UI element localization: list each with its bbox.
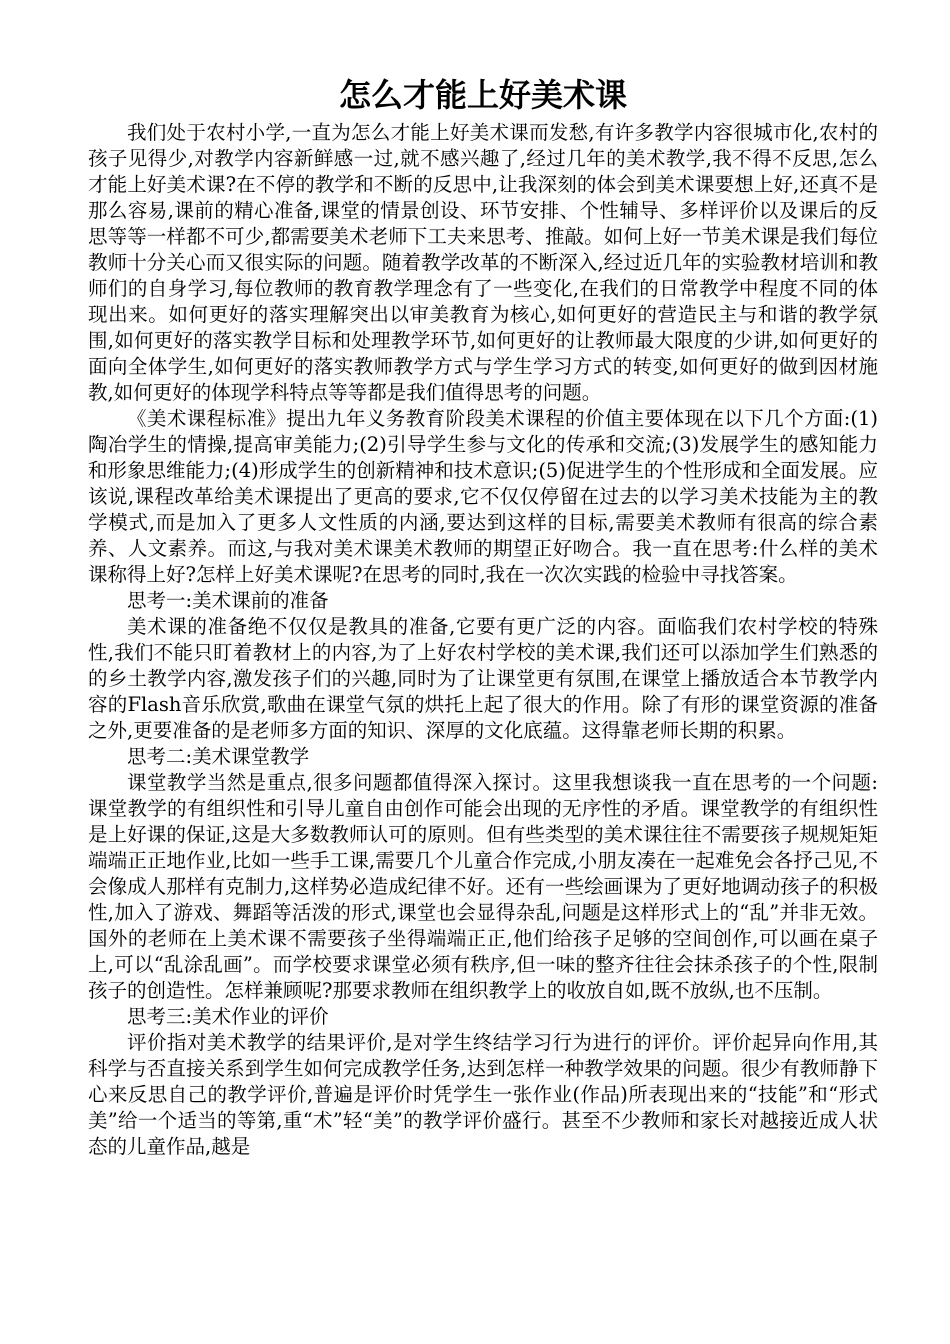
document-body (88, 120, 878, 1160)
paragraph-classroom: 课堂教学当然是重点,很多问题都值得深入探讨。这里我想谈我一直在思考的一个问题:课堂教学的有组织性和引导儿童自由创作可能会出现的无序性的矛盾。课堂教学的有组织性是上好课的保证,这是大多数教师认可的原则。但有些类型的美术课往往不需要孩子规规矩矩端端正正地作业,比如一些手工课,需要几个儿童合作完成,小朋友凑在一起难免会各抒己见,不会像成人那样有克制力,这样势必造成纪律不好。还有一些绘画课为了更好地调动孩子的积极性,加入了游戏、舞蹈等活泼的形式,课堂也会显得杂乱,问题是这样形式上的“乱”并非无效。国外的老师在上美术课不需要孩子坐得端端正正,他们给孩子足够的空间创作,可以画在桌子上,可以“乱涂乱画”。而学校要求课堂必须有秩序,但一味的整齐往往会抹杀孩子的个性,限制孩子的创造性。怎样兼顾呢?那要求教师在组织教学上的收放自如,既不放纵,也不压制。 (88, 771, 878, 1002)
paragraph-intro: 我们处于农村小学,一直为怎么才能上好美术课而发愁,有许多教学内容很城市化,农村的孩子见得少,对教学内容新鲜感一过,就不感兴趣了,经过几年的美术教学,我不得不反思,怎么才能上好美术课?在不停的教学和不断的反思中,让我深刻的体会到美术课要想上好,还真不是那么容易,课前的精心准备,课堂的情景创设、环节安排、个性辅导、多样评价以及课后的反思等等一样都不可少,都需要美术老师下工夫来思考、推敲。如何上好一节美术课是我们每位教师十分关心而又很实际的问题。随着教学改革的不断深入,经过近几年的实验教材培训和教师们的自身学习,每位教师的教育教学理念有了一些变化,在我们的日常教学中程度不同的体现出来。如何更好的落实理解突出以审美教育为核心,如何更好的营造民主与和谐的教学氛围,如何更好的落实教学目标和处理教学环节,如何更好的让教师最大限度的少讲,如何更好的面向全体学生,如何更好的落实教师教学方式与学生学习方式的转变,如何更好的做到因材施教,如何更好的体现学科特点等等都是我们值得思考的问题。 (88, 121, 878, 404)
section-heading-evaluation: 思考三:美术作业的评价 (127, 1005, 329, 1028)
paragraph-evaluation: 评价指对美术教学的结果评价,是对学生终结学习行为进行的评价。评价起异向作用,其科学与否直接关系到学生如何完成教学任务,达到怎样一种教学效果的问题。很少有教师静下心来反思自己的教学评价,普遍是评价时凭学生一张作业(作品)所表现出来的“技能”和“形式美”给一个适当的等第,重“术”轻“美”的教学评价盛行。甚至不少教师和家长对越接近成人状态的儿童作品,越是 (88, 1031, 878, 1158)
section-heading-classroom: 思考二:美术课堂教学 (127, 745, 310, 768)
paragraph-preparation: 美术课的准备绝不仅仅是教具的准备,它要有更广泛的内容。面临我们农村学校的特殊性,我们不能只盯着教材上的内容,为了上好农村学校的美术课,我们还可以添加学生们熟悉的的乡土教学内容,激发孩子们的兴趣,同时为了让课堂更有氛围,在课堂上播放适合本节教学内容的Flash音乐欣赏,歌曲在课堂气氛的烘托上起了很大的作用。除了有形的课堂资源的准备之外,更要准备的是老师多方面的知识、深厚的文化底蕴。这得靠老师长期的积累。 (88, 615, 878, 742)
section-heading-preparation: 思考一:美术课前的准备 (127, 589, 329, 612)
page-title: 怎么才能上好美术课 (338, 76, 627, 114)
paragraph-curriculum-standard: 《美术课程标准》提出九年义务教育阶段美术课程的价值主要体现在以下几个方面:(1)陶冶学生的情操,提高审美能力;(2)引导学生参与文化的传承和交流;(3)发展学生的感知能力和形象思维能力;(4)形成学生的创新精神和技术意识;(5)促进学生的个性形成和全面发展。应该说,课程改革给美术课提出了更高的要求,它不仅仅停留在过去的以学习美术技能为主的教学模式,而是加入了更多人文性质的内涵,要达到这样的目标,需要美术教师有很高的综合素养、人文素养。而这,与我对美术课美术教师的期望正好吻合。我一直在思考:什么样的美术课称得上好?怎样上好美术课呢?在思考的同时,我在一次次实践的检验中寻找答案。 (88, 407, 878, 586)
document-page (88, 72, 878, 1160)
